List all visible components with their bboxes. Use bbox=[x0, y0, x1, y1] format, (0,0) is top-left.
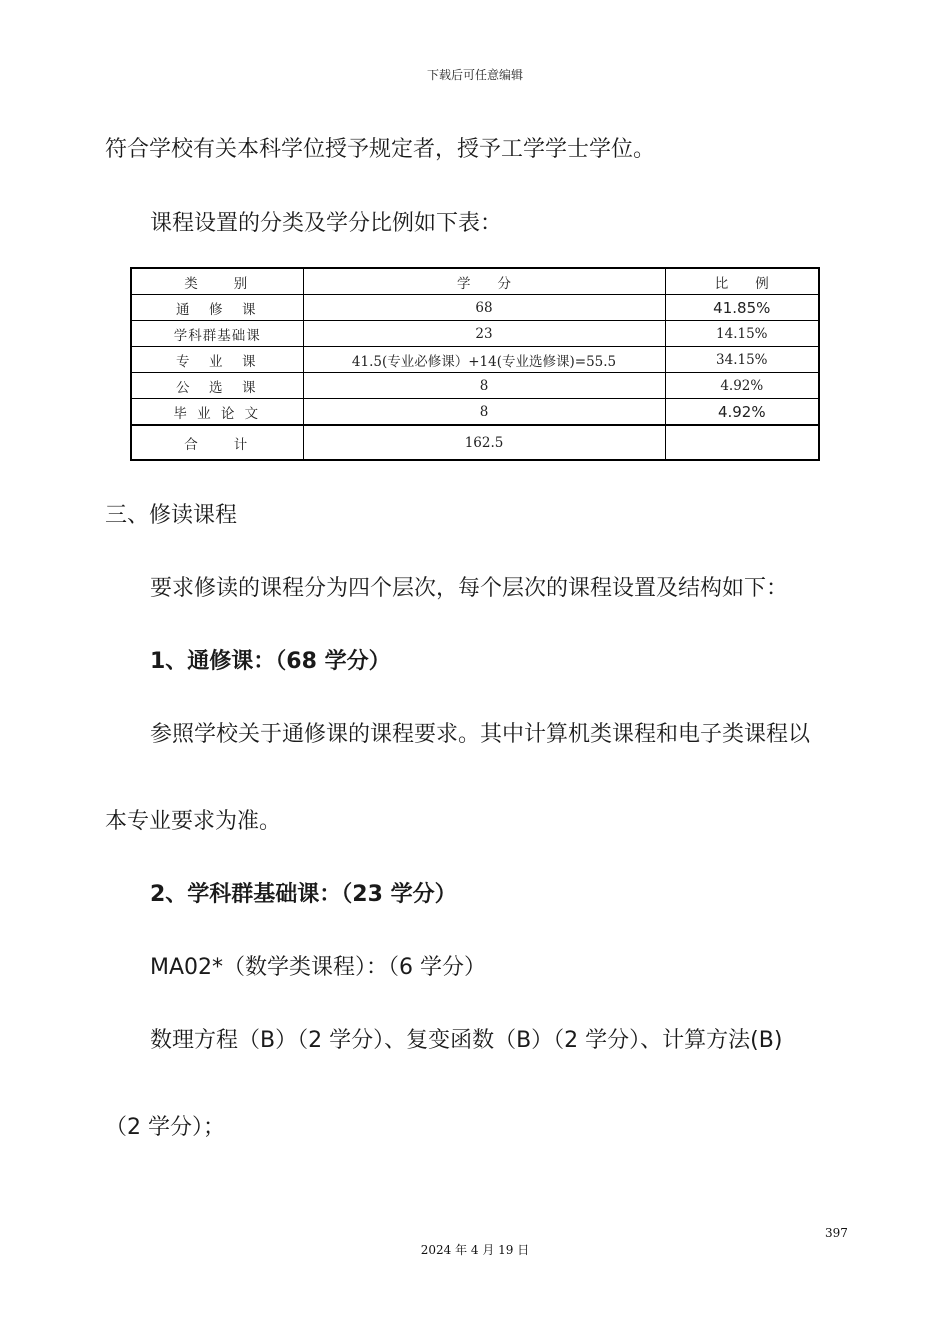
cell-credits: 8 bbox=[303, 399, 665, 426]
paragraph-course-list-a: 数理方程（B）（2 学分）、复变函数（B）（2 学分）、计算方法(B) bbox=[150, 1028, 783, 1053]
cell-ratio: 4.92% bbox=[665, 373, 819, 399]
header-ratio: 比 例 bbox=[665, 268, 819, 295]
paragraph-general-a: 参照学校关于通修课的课程要求。其中计算机类课程和电子类课程以 bbox=[150, 722, 811, 747]
table-total-row bbox=[131, 425, 819, 460]
cell-ratio: 41.85% bbox=[665, 295, 819, 321]
paragraph-general-b: 本专业要求为准。 bbox=[105, 809, 282, 834]
cell-credits: 68 bbox=[303, 295, 665, 321]
cell-ratio: 4.92% bbox=[665, 399, 819, 426]
table-row bbox=[131, 373, 819, 399]
header-category: 类 别 bbox=[131, 268, 303, 295]
cell-total-label: 合 计 bbox=[131, 425, 303, 460]
section-heading-courses: 三、修读课程 bbox=[105, 503, 238, 528]
paragraph-degree: 符合学校有关本科学位授予规定者，授予工学学士学位。 bbox=[105, 137, 656, 162]
paragraph-levels: 要求修读的课程分为四个层次，每个层次的课程设置及结构如下： bbox=[150, 576, 789, 601]
paragraph-course-list-b: （2 学分）； bbox=[105, 1115, 225, 1140]
cell-category: 学科群基础课 bbox=[131, 321, 303, 347]
cell-ratio: 14.15% bbox=[665, 321, 819, 347]
cell-category: 专 业 课 bbox=[131, 347, 303, 373]
table-header-row bbox=[131, 268, 819, 295]
credit-table bbox=[130, 267, 820, 461]
page-number: 397 bbox=[825, 1226, 848, 1240]
table-row bbox=[131, 347, 819, 373]
paragraph-math-courses: MA02*（数学类课程）：（6 学分） bbox=[150, 955, 487, 980]
cell-credits: 41.5(专业必修课）+14(专业选修课)=55.5 bbox=[303, 347, 665, 373]
cell-total-ratio bbox=[665, 425, 819, 460]
subheading-foundation-courses: 2、学科群基础课：（23 学分） bbox=[150, 882, 457, 907]
cell-ratio: 34.15% bbox=[665, 347, 819, 373]
cell-total-credits: 162.5 bbox=[303, 425, 665, 460]
table-row bbox=[131, 321, 819, 347]
page-header: 下载后可任意编辑 bbox=[426, 68, 523, 82]
table-row bbox=[131, 295, 819, 321]
paragraph-table-intro: 课程设置的分类及学分比例如下表： bbox=[150, 211, 503, 236]
cell-credits: 8 bbox=[303, 373, 665, 399]
header-credits: 学 分 bbox=[303, 268, 665, 295]
cell-credits: 23 bbox=[303, 321, 665, 347]
footer-date: 2024 年 4 月 19 日 bbox=[420, 1243, 530, 1257]
cell-category: 公 选 课 bbox=[131, 373, 303, 399]
table-row bbox=[131, 399, 819, 426]
subheading-general-courses: 1、通修课：（68 学分） bbox=[150, 649, 391, 674]
cell-category: 毕 业 论 文 bbox=[131, 399, 303, 426]
cell-category: 通 修 课 bbox=[131, 295, 303, 321]
